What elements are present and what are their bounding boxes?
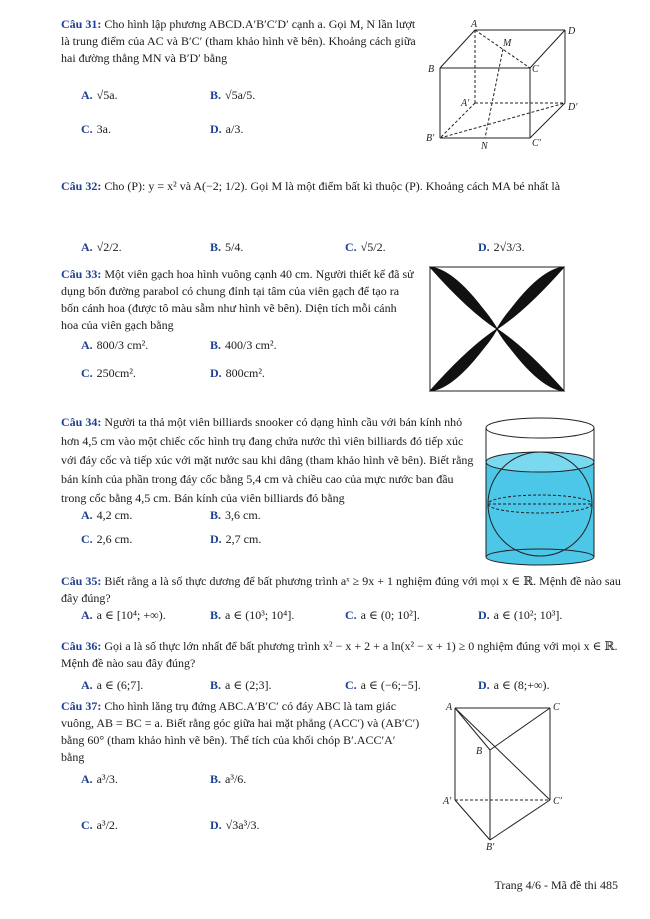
question-number: Câu 32: — [61, 179, 102, 193]
option-c[interactable]: C. 3a. — [81, 122, 111, 136]
option-b[interactable]: B. √5a/5. — [210, 88, 256, 102]
question-34 — [61, 413, 476, 508]
question-text: Gọi a là số thực lớn nhất để bất phương trình x² − x + 2 + a ln(x² − x + 1) ≥ 0 nghiệm đúng với mọi x ∈ ℝ. Mệnh đề nào sau đây đúng? — [61, 639, 618, 670]
question-text: Biết rằng a là số thực dương để bất phương trình aˣ ≥ 9x + 1 nghiệm đúng với mọi x ∈ ℝ. Mệnh đề nào sau đây đúng? — [61, 574, 621, 605]
question-31 — [61, 16, 421, 67]
question-text: Cho hình lăng trụ đứng ABC.A′B′C′ có đáy ABC là tam giác vuông, AB = BC = a. Biết rằng góc giữa hai mặt phẳng (ACC′) và (AB′C′) bằng 60° (tham khảo hình vẽ bên). Thể tích của khối chóp B′.ACC′A′ bằng — [61, 699, 420, 764]
cube-figure — [425, 18, 585, 153]
option-a[interactable]: A. a ∈ (6;7]. — [81, 678, 144, 692]
question-number: Câu 35: — [61, 574, 102, 588]
option-c[interactable]: C. a ∈ (0; 10²]. — [345, 608, 420, 622]
svg-text:B: B — [428, 64, 435, 75]
question-number: Câu 33: — [61, 267, 102, 281]
option-d[interactable]: D. 2√3/3. — [478, 240, 525, 254]
question-33 — [61, 266, 416, 334]
option-b[interactable]: B. a ∈ (10³; 10⁴]. — [210, 608, 295, 622]
option-d[interactable]: D. 2,7 cm. — [210, 532, 262, 546]
question-32 — [61, 178, 621, 195]
question-text: Cho hình lập phương ABCD.A′B′C′D′ cạnh a. Gọi M, N lần lượt là trung điểm của AC và B′C′ (tham khảo hình vẽ bên). Khoảng cách giữa hai đường thẳng MN và B′D′ bằng — [61, 17, 416, 65]
svg-text:A′: A′ — [461, 98, 470, 109]
option-c[interactable]: C. 2,6 cm. — [81, 532, 133, 546]
option-a[interactable]: A. 800/3 cm². — [81, 338, 149, 352]
option-c[interactable]: C. a³/2. — [81, 818, 118, 832]
question-number: Câu 37: — [61, 699, 102, 713]
option-a[interactable]: A. 4,2 cm. — [81, 508, 133, 522]
option-c[interactable]: C. √5/2. — [345, 240, 386, 254]
question-number: Câu 36: — [61, 639, 102, 653]
svg-text:C: C — [532, 64, 539, 75]
question-number: Câu 34: — [61, 415, 102, 429]
question-36 — [61, 638, 626, 672]
option-b[interactable]: B. a ∈ (2;3]. — [210, 678, 272, 692]
option-d[interactable]: D. √3a³/3. — [210, 818, 260, 832]
question-37 — [61, 698, 421, 766]
prism-figure — [440, 700, 575, 850]
option-b[interactable]: B. 5/4. — [210, 240, 244, 254]
svg-text:C′: C′ — [532, 138, 541, 149]
option-c[interactable]: C. 250cm². — [81, 366, 136, 380]
question-text: Người ta thả một viên billiards snooker có dạng hình cầu với bán kính nhỏ hơn 4,5 cm vào một chiếc cốc hình trụ đang chứa nước thì viên billiards đó tiếp xúc với đáy cốc và tiếp xúc với mặt nước sau khi dâng (tham khảo hình vẽ bên). Biết rằng bán kính của phần trong đáy cốc bằng 5,4 cm và chiều cao của mực nước ban đầu trong cốc bằng 4,5 cm. Bán kính của viên billiards đó bằng — [61, 415, 474, 505]
option-a[interactable]: A. a³/3. — [81, 772, 118, 786]
option-d[interactable]: D. 800cm². — [210, 366, 265, 380]
svg-text:C: C — [553, 702, 560, 713]
svg-text:B′: B′ — [426, 133, 435, 144]
svg-text:B′: B′ — [486, 842, 495, 850]
svg-text:N: N — [481, 141, 488, 152]
option-d[interactable]: D. a/3. — [210, 122, 244, 136]
option-b[interactable]: B. a³/6. — [210, 772, 247, 786]
question-number: Câu 31: — [61, 17, 102, 31]
question-35 — [61, 573, 621, 607]
svg-text:D: D — [568, 26, 576, 37]
question-text: Một viên gạch hoa hình vuông cạnh 40 cm. Người thiết kế đã sử dụng bốn đường parabol có chung đỉnh tại tâm của viên gạch để tạo ra bốn cánh hoa (được tô màu sẫm như hình vẽ bên). Diện tích mỗi cánh hoa của viên gạch bằng — [61, 267, 414, 332]
option-b[interactable]: B. 3,6 cm. — [210, 508, 261, 522]
billiards-cup-figure — [478, 412, 603, 567]
option-d[interactable]: D. a ∈ (10²; 10³]. — [478, 608, 563, 622]
svg-text:A: A — [446, 702, 453, 713]
option-a[interactable]: A. √2/2. — [81, 240, 122, 254]
tile-flower-figure — [428, 265, 568, 395]
svg-text:A: A — [471, 19, 478, 30]
option-a[interactable]: A. √5a. — [81, 88, 118, 102]
option-c[interactable]: C. a ∈ (−6;−5]. — [345, 678, 421, 692]
option-d[interactable]: D. a ∈ (8;+∞). — [478, 678, 550, 692]
option-a[interactable]: A. a ∈ [10⁴; +∞). — [81, 608, 166, 622]
svg-text:A′: A′ — [443, 796, 452, 807]
svg-text:M: M — [503, 38, 512, 49]
question-text: Cho (P): y = x² và A(−2; 1/2). Gọi M là một điểm bất kì thuộc (P). Khoảng cách MA bé nhất là — [104, 179, 561, 193]
page-footer: Trang 4/6 - Mã đề thi 485 — [494, 878, 618, 892]
svg-text:C′: C′ — [553, 796, 562, 807]
svg-text:B: B — [476, 746, 483, 757]
option-b[interactable]: B. 400/3 cm². — [210, 338, 277, 352]
svg-text:D′: D′ — [568, 102, 578, 113]
